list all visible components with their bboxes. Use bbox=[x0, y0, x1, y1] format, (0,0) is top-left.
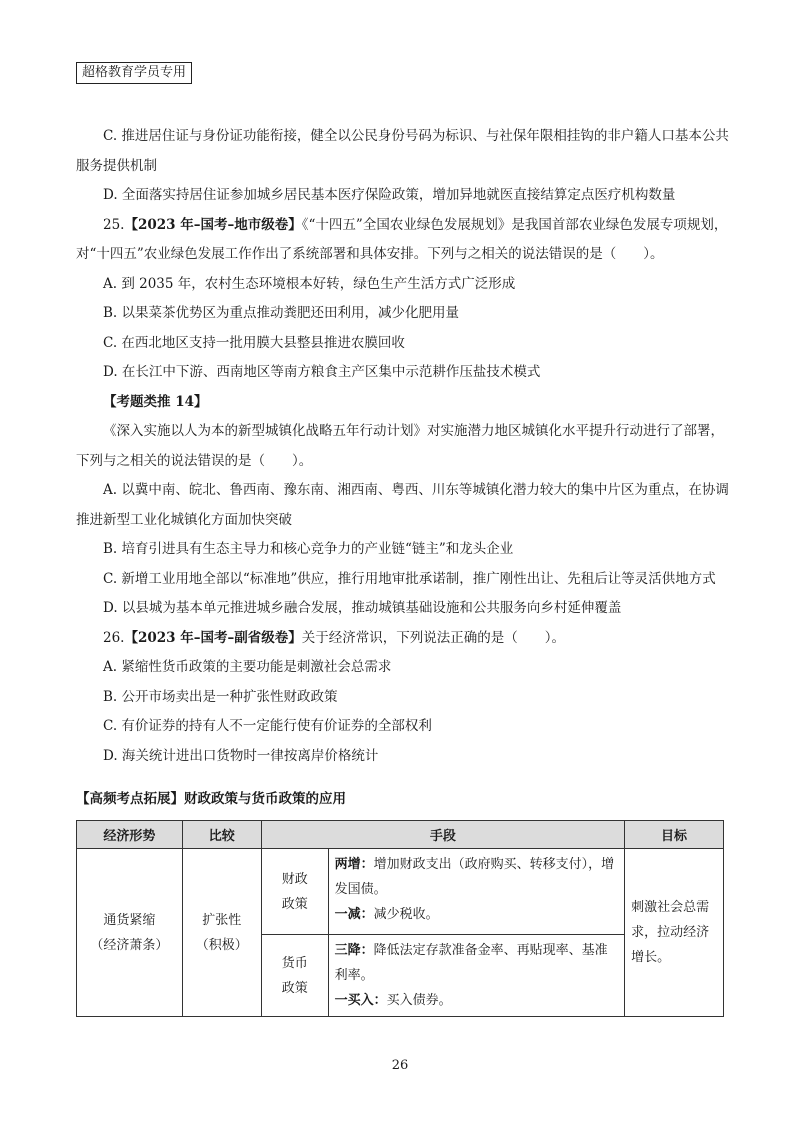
q26-option-a: A. 紧缩性货币政策的主要功能是刺激社会总需求 bbox=[103, 659, 392, 675]
q25-stem-cont: 对“十四五”农业绿色发展工作作出了系统部署和具体安排。下列与之相关的说法错误的是（ ）。 bbox=[76, 246, 664, 262]
cell-fiscal-policy bbox=[261, 849, 328, 935]
question-content bbox=[76, 122, 729, 828]
q26-stem-text: 关于经济常识，下列说法正确的是（ ）。 bbox=[301, 629, 566, 646]
q26-number: 26. bbox=[103, 629, 125, 646]
monetary-item-2 bbox=[335, 988, 618, 1013]
fiscal-item-2 bbox=[335, 902, 618, 927]
monetary-line2: 政策 bbox=[281, 980, 308, 996]
q25-number: 25. bbox=[103, 216, 125, 233]
header-means: 手段 bbox=[261, 821, 624, 849]
analog-stem-cont: 下列与之相关的说法错误的是（ ）。 bbox=[76, 452, 313, 469]
q26-source: 【2023 年–国考–副省级卷】 bbox=[124, 629, 302, 646]
cell-situation bbox=[77, 849, 183, 1017]
q25-stem-text: 《“十四五”全国农业绿色发展规划》是我国首部农业绿色发展专项规划， bbox=[301, 216, 728, 233]
monetary-item-1 bbox=[335, 938, 618, 988]
situation-line1: 通货紧缩 bbox=[103, 912, 156, 928]
header-compare: 比较 bbox=[182, 821, 261, 849]
q24-option-c: C. 推进居住证与身份证功能衔接，健全以公民身份号码为标识、与社保年限相挂钩的非户籍人口基本公共 bbox=[103, 128, 729, 144]
policy-table bbox=[76, 820, 724, 1017]
compare-line1: 扩张性 bbox=[202, 912, 242, 928]
situation-line2: （经济萧条） bbox=[90, 937, 169, 953]
q25-stem bbox=[76, 211, 726, 241]
analog-option-d: D. 以县城为基本单元推进城乡融合发展，推动城镇基础设施和公共服务向乡村延伸覆盖 bbox=[103, 600, 622, 616]
cell-goal: 刺激社会总需求，拉动经济增长。 bbox=[625, 849, 724, 1017]
monetary-text-1: 降低法定存款准备金率、再贴现率、基准利率。 bbox=[334, 943, 608, 983]
table-row-fiscal bbox=[77, 849, 724, 935]
fiscal-line1: 财政 bbox=[281, 871, 308, 887]
analog-title: 【考题类推 14】 bbox=[103, 393, 208, 410]
fiscal-text-2: 减少税收。 bbox=[373, 907, 439, 922]
q25-option-d: D. 在长江中下游、西南地区等南方粮食主产区集中示范耕作压盐技术模式 bbox=[103, 364, 541, 380]
monetary-tag-2: 一买入： bbox=[334, 993, 387, 1008]
monetary-text-2: 买入债券。 bbox=[386, 993, 452, 1008]
extension-title: 财政政策与货币政策的应用 bbox=[184, 790, 346, 807]
analog-option-b: B. 培育引进具有生态主导力和核心竞争力的产业链“链主”和龙头企业 bbox=[103, 541, 514, 557]
fiscal-item-1 bbox=[335, 852, 618, 902]
cell-monetary-means bbox=[328, 935, 624, 1017]
q26-stem bbox=[76, 624, 726, 654]
fiscal-line2: 政策 bbox=[281, 896, 308, 912]
q25-option-b: B. 以果菜茶优势区为重点推动粪肥还田利用，减少化肥用量 bbox=[103, 305, 460, 321]
page-number: 26 bbox=[391, 1058, 409, 1073]
header-situation: 经济形势 bbox=[77, 821, 183, 849]
q25-source: 【2023 年–国考–地市级卷】 bbox=[124, 216, 302, 233]
q24-option-c-cont: 服务提供机制 bbox=[76, 157, 157, 174]
extension-heading bbox=[76, 785, 726, 815]
table-header-row bbox=[77, 821, 724, 849]
q26-option-b: B. 公开市场卖出是一种扩张性财政政策 bbox=[103, 688, 338, 705]
analog-option-c: C. 新增工业用地全部以“标准地”供应，推行用地审批承诺制，推广刚性出让、先租后让等灵活供地方式 bbox=[103, 570, 716, 587]
analog-stem: 《深入实施以人为本的新型城镇化战略五年行动计划》对实施潜力地区城镇化水平提升行动进行了部署， bbox=[103, 423, 724, 439]
header-goal: 目标 bbox=[625, 821, 724, 849]
q25-option-c: C. 在西北地区支持一批用膜大县整县推进农膜回收 bbox=[103, 334, 405, 351]
fiscal-tag-1: 两增： bbox=[334, 857, 374, 872]
monetary-tag-1: 三降： bbox=[334, 943, 374, 958]
fiscal-tag-2: 一减： bbox=[334, 907, 374, 922]
q25-option-a: A. 到 2035 年，农村生态环境根本好转，绿色生产生活方式广泛形成 bbox=[103, 275, 516, 292]
cell-monetary-policy bbox=[261, 935, 328, 1017]
monetary-line1: 货币 bbox=[281, 955, 308, 971]
compare-line2: （积极） bbox=[195, 937, 248, 953]
analog-option-a-cont: 推进新型工业化城镇化方面加快突破 bbox=[76, 511, 292, 528]
q26-option-c: C. 有价证券的持有人不一定能行使有价证券的全部权利 bbox=[103, 718, 432, 734]
extension-tag: 【高频考点拓展】 bbox=[76, 790, 184, 807]
header-label: 超格教育学员专用 bbox=[76, 62, 192, 84]
analog-option-a: A. 以冀中南、皖北、鲁西南、豫东南、湘西南、粤西、川东等城镇化潜力较大的集中片区为重点，在协调 bbox=[103, 482, 729, 498]
q26-option-d: D. 海关统计进出口货物时一律按离岸价格统计 bbox=[103, 747, 379, 764]
cell-fiscal-means bbox=[328, 849, 624, 935]
cell-compare bbox=[182, 849, 261, 1017]
fiscal-text-1: 增加财政支出（政府购买、转移支付），增发国债。 bbox=[334, 857, 615, 897]
q24-option-d: D. 全面落实持居住证参加城乡居民基本医疗保险政策，增加异地就医直接结算定点医疗机构数量 bbox=[103, 187, 676, 203]
